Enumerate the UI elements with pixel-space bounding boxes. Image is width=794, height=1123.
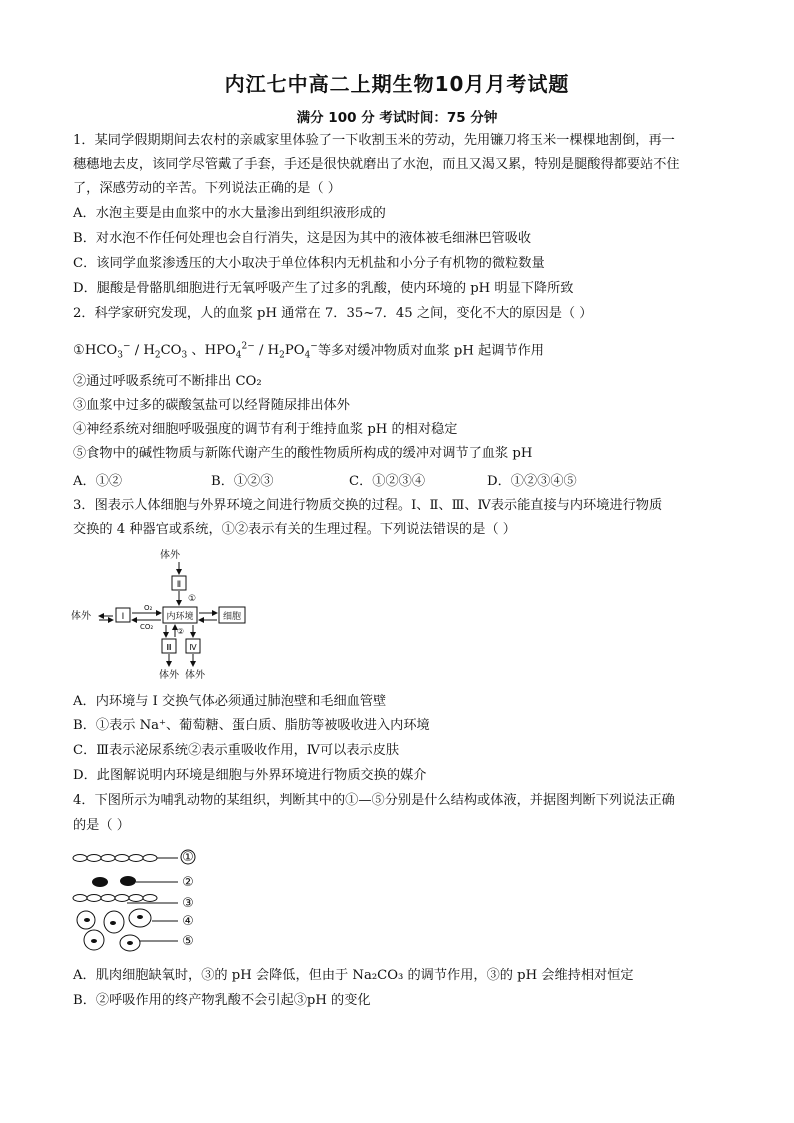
capillary-wall-bottom [73, 895, 157, 902]
q2-option-b: B．①②③ [211, 474, 274, 489]
q2-statement-3: ③血浆中过多的碳酸氢盐可以经肾随尿排出体外 [73, 398, 350, 413]
q2-option-d: D．①②③④⑤ [487, 474, 577, 489]
svg-text:Ⅰ: Ⅰ [121, 612, 125, 622]
q1-option-b: B．对水泡不作任何处理也会自行消失，这是因为其中的液体被毛细淋巴管吸收 [73, 231, 532, 246]
exchange-diagram [66, 544, 266, 684]
q2-statement-5: ⑤食物中的碱性物质与新陈代谢产生的酸性物质所构成的缓冲对调节了血浆 pH [73, 446, 533, 461]
q2-statement-4: ④神经系统对细胞呼吸强度的调节有利于维持血浆 pH 的相对稳定 [73, 422, 458, 437]
q4-stem-line-1: 4．下图所示为哺乳动物的某组织，判断其中的①—⑤分别是什么结构或体液，并据图判断下列说法正确 [73, 793, 675, 808]
q1-stem-line-1: 1．某同学假期期间去农村的亲戚家里体验了一下收割玉米的劳动，先用镰刀将玉米一棵棵地割倒，再一 [73, 133, 675, 148]
blood-cell [120, 876, 136, 886]
q1-option-c: C．该同学血浆渗透压的大小取决于单位体积内无机盐和小分子有机物的微粒数量 [73, 256, 545, 271]
tissue-label-3: ③ [182, 896, 194, 911]
svg-text:细胞: 细胞 [222, 612, 242, 622]
exam-title: 内江七中高二上期生物10月月考试题 [224, 72, 570, 96]
blood-cell [92, 877, 108, 887]
q2-statement-1 [73, 338, 544, 365]
q1-stem-line-2: 穗穗地去皮，该同学尽管戴了手套，手还是很快就磨出了水泡，而且又渴又累，特别是腿酸得都要站不住 [73, 157, 680, 172]
diagram-mark-1: ① [188, 594, 197, 604]
diagram-o2: O₂ [144, 604, 153, 612]
q3-option-c: C．Ⅲ表示泌尿系统②表示重吸收作用，Ⅳ可以表示皮肤 [73, 743, 400, 758]
diagram-co2: CO₂ [140, 623, 154, 631]
q2-stem: 2．科学家研究发现，人的血浆 pH 通常在 7．35~7．45 之间，变化不大的原因是（ ） [73, 306, 593, 321]
diagram-outside-bottom-2: 体外 [185, 670, 205, 681]
diagram-mark-2: ② [177, 627, 185, 636]
tissue-label-1: ① [182, 850, 194, 865]
q2-option-a: A．①② [73, 474, 123, 489]
svg-text:Ⅲ: Ⅲ [166, 643, 172, 652]
diagram-outside-bottom-1: 体外 [159, 670, 179, 681]
q1-option-a: A．水泡主要是由血浆中的水大量渗出到组织液形成的 [73, 206, 386, 221]
q3-option-a: A．内环境与 I 交换气体必须通过肺泡壁和毛细血管壁 [73, 694, 387, 709]
q3-option-b: B．①表示 Na⁺、葡萄糖、蛋白质、脂肪等被吸收进入内环境 [73, 718, 430, 733]
q4-option-a: A．肌肉细胞缺氧时，③的 pH 会降低，但由于 Na₂CO₃ 的调节作用，③的 pH 会维持相对恒定 [73, 968, 634, 983]
q3-stem-line-2: 交换的 4 种器官或系统，①②表示有关的生理过程。下列说法错误的是（ ） [73, 522, 516, 537]
q4-stem-line-2: 的是（ ） [73, 818, 130, 833]
q4-option-b: B．②呼吸作用的终产物乳酸不会引起③pH 的变化 [73, 993, 371, 1008]
q3-option-d: D．此图解说明内环境是细胞与外界环境进行物质交换的媒介 [73, 768, 427, 783]
svg-text:内环境: 内环境 [166, 612, 194, 622]
q2-statement-1-text: 等多对缓冲物质对血浆 pH 起调节作用 [317, 343, 544, 359]
q3-stem-line-1: 3．图表示人体细胞与外界环境之间进行物质交换的过程。Ⅰ、Ⅱ、Ⅲ、Ⅳ表示能直接与内环境进行物质 [73, 498, 663, 513]
tissue-label-2: ② [182, 875, 194, 890]
tissue-label-4: ④ [182, 914, 194, 929]
q1-option-d: D．腿酸是骨骼肌细胞进行无氧呼吸产生了过多的乳酸，使内环境的 pH 明显下降所致 [73, 281, 574, 296]
diagram-outside-top: 体外 [160, 550, 180, 561]
q1-stem-line-3: 了，深感劳动的辛苦。下列说法正确的是（ ） [73, 181, 341, 196]
buffer-pairs-formula: $①HCO_3^- / H_2CO_3$ 、$HPO_4^{2-} / H_2PO_4^-$ [73, 342, 318, 362]
tissue-label-5: ⑤ [182, 934, 194, 949]
q2-options [73, 470, 733, 490]
tissue-diagram [72, 846, 212, 956]
diagram-outside-left: 体外 [71, 611, 91, 622]
q2-option-c: C．①②③④ [349, 474, 426, 489]
svg-text:Ⅱ: Ⅱ [176, 580, 182, 590]
svg-text:Ⅳ: Ⅳ [189, 643, 197, 652]
exam-subtitle: 满分 100 分 考试时间：75 分钟 [296, 110, 498, 126]
q2-statement-2: ②通过呼吸系统可不断排出 CO₂ [73, 374, 262, 389]
capillary-wall-top [73, 855, 157, 862]
